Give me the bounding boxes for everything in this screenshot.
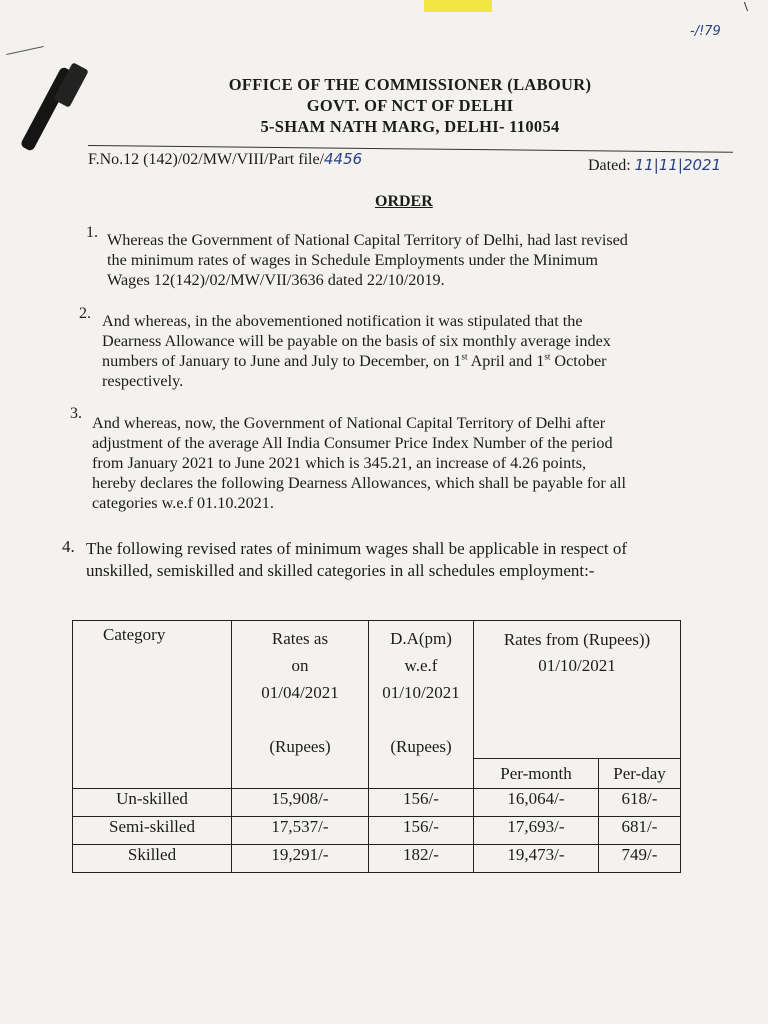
row-category: Un-skilled <box>73 789 232 817</box>
paragraph-1 <box>107 230 727 290</box>
para-2-line-3: numbers of January to June and July to December, on 1st April and 1st October <box>102 351 607 370</box>
yellow-sticky-note <box>424 0 492 12</box>
para-3-line-5: categories w.e.f 01.10.2021. <box>92 494 274 512</box>
row-rate-old: 15,908/- <box>232 789 369 817</box>
para-4-line-1: The following revised rates of minimum wages shall be applicable in respect of <box>86 539 628 558</box>
table-header-row <box>73 621 681 759</box>
page-number-handwritten: -/!79 <box>690 24 721 39</box>
subheader-per-day: Per-day <box>599 759 681 789</box>
table-row <box>73 789 681 817</box>
subheader-da-rupees: (Rupees) <box>390 737 452 756</box>
para-2-line-1: And whereas, in the abovementioned notification it was stipulated that the <box>102 312 583 330</box>
row-per-day: 749/- <box>599 845 681 873</box>
para-1-line-2: the minimum rates of wages in Schedule Employments under the Minimum <box>107 251 598 269</box>
row-per-month: 19,473/- <box>474 845 599 873</box>
para-1-line-3: Wages 12(142)/02/MW/VII/3636 dated 22/10/2019. <box>107 271 445 289</box>
row-per-month: 17,693/- <box>474 817 599 845</box>
subheader-rates-rupees: (Rupees) <box>269 737 331 756</box>
file-number-handwritten: 4456 <box>324 150 363 168</box>
row-per-day: 618/- <box>599 789 681 817</box>
paragraph-3 <box>92 413 735 513</box>
para-4-number: 4. <box>62 537 75 556</box>
date-line <box>588 156 721 175</box>
para-2-number: 2. <box>79 305 91 322</box>
wages-table <box>72 620 681 873</box>
row-da: 156/- <box>369 789 474 817</box>
row-category: Skilled <box>73 845 232 873</box>
header-rates-from: Rates from (Rupees)) 01/10/2021 <box>474 621 681 759</box>
file-number-printed: F.No.12 (142)/02/MW/VIII/Part file/ <box>88 151 325 168</box>
row-rate-old: 17,537/- <box>232 817 369 845</box>
para-2-line-4: respectively. <box>102 372 184 390</box>
table-row <box>73 817 681 845</box>
para-3-line-4: hereby declares the following Dearness Allowances, which shall be payable for all <box>92 474 626 492</box>
subheader-per-month: Per-month <box>474 759 599 789</box>
row-per-day: 681/- <box>599 817 681 845</box>
corner-mark: \ <box>744 0 748 15</box>
paragraph-4 <box>86 538 742 582</box>
pen-stroke <box>6 46 43 55</box>
header-line-2: GOVT. OF NCT OF DELHI <box>306 96 514 115</box>
header-da: D.A(pm) w.e.f 01/10/2021 (Rupees) <box>369 621 474 789</box>
para-2-line-2: Dearness Allowance will be payable on the basis of six monthly average index <box>102 332 611 350</box>
row-da: 156/- <box>369 817 474 845</box>
para-1-line-1: Whereas the Government of National Capital Territory of Delhi, had last revised <box>107 231 628 249</box>
table-row <box>73 845 681 873</box>
para-4-line-2: unskilled, semiskilled and skilled categories in all schedules employment:- <box>86 561 595 580</box>
row-rate-old: 19,291/- <box>232 845 369 873</box>
dated-label: Dated: <box>588 157 631 174</box>
row-da: 182/- <box>369 845 474 873</box>
file-number <box>88 150 362 169</box>
paragraph-2 <box>102 311 730 391</box>
row-category: Semi-skilled <box>73 817 232 845</box>
header-line-3: 5-SHAM NATH MARG, DELHI- 110054 <box>260 117 560 136</box>
para-1-number: 1. <box>86 224 98 241</box>
para-3-line-3: from January 2021 to June 2021 which is 345.21, an increase of 4.26 points, <box>92 454 587 472</box>
order-title: ORDER <box>375 193 433 210</box>
para-3-line-1: And whereas, now, the Government of National Capital Territory of Delhi after <box>92 414 606 432</box>
header-line-1: OFFICE OF THE COMMISSIONER (LABOUR) <box>228 75 592 94</box>
header-rates-as-on: Rates as on 01/04/2021 (Rupees) <box>232 621 369 789</box>
para-3-line-2: adjustment of the average All India Consumer Price Index Number of the period <box>92 434 613 452</box>
header-category: Category <box>73 621 232 789</box>
row-per-month: 16,064/- <box>474 789 599 817</box>
para-3-number: 3. <box>70 405 82 422</box>
dated-handwritten: 11|11|2021 <box>634 156 722 174</box>
